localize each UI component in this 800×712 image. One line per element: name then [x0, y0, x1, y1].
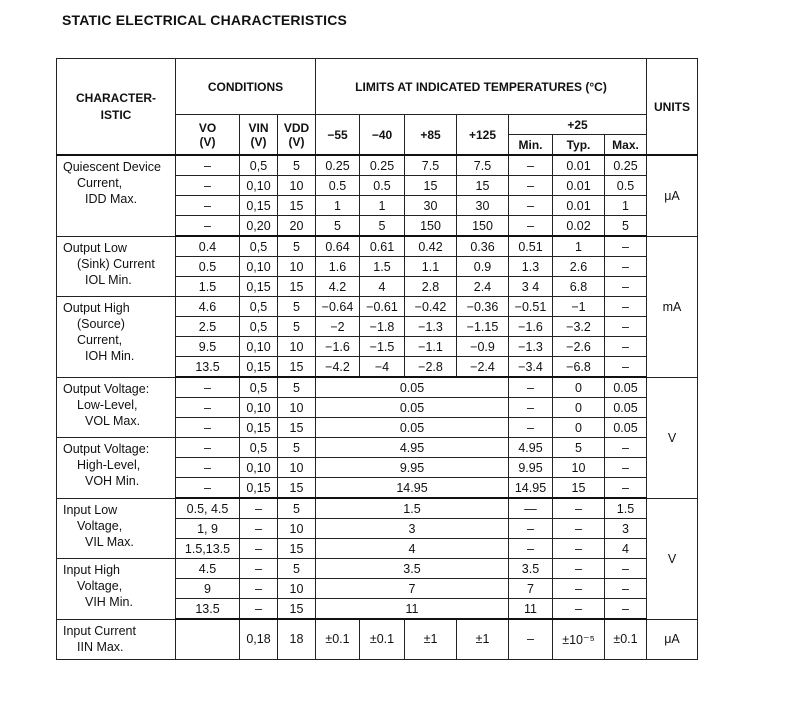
table-cell: 1.3 — [509, 257, 553, 277]
table-cell: – — [605, 337, 647, 357]
table-cell: – — [509, 398, 553, 418]
table-cell: −0.64 — [316, 297, 360, 317]
table-cell: 0,5 — [240, 155, 278, 176]
table-cell: 0 — [553, 398, 605, 418]
table-cell: – — [509, 619, 553, 659]
table-cell: 4.95 — [509, 438, 553, 458]
table-cell: 18 — [278, 619, 316, 659]
table-cell: 5 — [278, 377, 316, 398]
table-cell: 0.5, 4.5 — [176, 498, 240, 519]
table-cell: – — [240, 498, 278, 519]
table-cell: – — [176, 377, 240, 398]
table-cell: – — [509, 155, 553, 176]
table-cell: 13.5 — [176, 357, 240, 378]
table-cell: −1 — [553, 297, 605, 317]
table-cell: – — [605, 277, 647, 297]
header-temp-125: +125 — [457, 115, 509, 156]
table-cell: −1.6 — [316, 337, 360, 357]
table-cell — [176, 619, 240, 659]
table-cell: – — [605, 559, 647, 579]
table-cell: 14.95 — [316, 478, 509, 499]
table-cell: 5 — [278, 438, 316, 458]
table-cell: 4.5 — [176, 559, 240, 579]
table-cell: – — [176, 216, 240, 237]
table-cell: −4 — [360, 357, 405, 378]
table-cell: 0.01 — [553, 176, 605, 196]
table-cell: −2.6 — [553, 337, 605, 357]
table-cell: 5 — [605, 216, 647, 237]
table-cell: 10 — [278, 519, 316, 539]
table-cell: – — [176, 438, 240, 458]
table-cell: – — [176, 458, 240, 478]
table-cell: 4 — [605, 539, 647, 559]
table-cell: – — [553, 498, 605, 519]
table-cell: 1.5,13.5 — [176, 539, 240, 559]
table-cell: 4 — [360, 277, 405, 297]
table-cell: 4.2 — [316, 277, 360, 297]
table-cell: 0 — [553, 377, 605, 398]
table-row — [57, 498, 698, 519]
table-cell: 0.4 — [176, 236, 240, 257]
table-cell: 15 — [278, 418, 316, 438]
table-cell: 5 — [316, 216, 360, 237]
table-cell: 2.5 — [176, 317, 240, 337]
table-row — [57, 377, 698, 398]
unit-vol-voh: V — [647, 377, 698, 498]
table-cell: – — [605, 458, 647, 478]
table-cell: 5 — [278, 155, 316, 176]
header-temp-25: +25 — [509, 115, 647, 135]
table-cell: 9.95 — [316, 458, 509, 478]
table-cell: 0.42 — [405, 236, 457, 257]
table-cell: – — [509, 196, 553, 216]
table-cell: – — [509, 216, 553, 237]
table-cell: 4.6 — [176, 297, 240, 317]
table-cell: 0,20 — [240, 216, 278, 237]
table-cell: −4.2 — [316, 357, 360, 378]
table-cell: – — [176, 398, 240, 418]
table-cell: 0.05 — [605, 418, 647, 438]
table-cell: 0.25 — [316, 155, 360, 176]
table-cell: −0.61 — [360, 297, 405, 317]
table-cell: −1.5 — [360, 337, 405, 357]
table-cell: 1.6 — [316, 257, 360, 277]
table-cell: 5 — [360, 216, 405, 237]
table-cell: 15 — [278, 478, 316, 499]
table-cell: 1 — [316, 196, 360, 216]
table-cell: – — [553, 579, 605, 599]
page-title: STATIC ELECTRICAL CHARACTERISTICS — [62, 12, 348, 28]
table-cell: 15 — [278, 277, 316, 297]
table-cell: −0.51 — [509, 297, 553, 317]
table-cell: −1.8 — [360, 317, 405, 337]
header-typ: Typ. — [553, 135, 605, 156]
table-cell: – — [240, 519, 278, 539]
table-cell: 3.5 — [509, 559, 553, 579]
table-cell: 5 — [553, 438, 605, 458]
table-cell: 1.1 — [405, 257, 457, 277]
table-cell: −3.4 — [509, 357, 553, 378]
table-cell: −1.15 — [457, 317, 509, 337]
table-cell: 0,10 — [240, 176, 278, 196]
table-cell: 0.25 — [360, 155, 405, 176]
table-cell: 3 4 — [509, 277, 553, 297]
table-cell: – — [240, 559, 278, 579]
table-cell: – — [605, 579, 647, 599]
table-cell: 4.95 — [316, 438, 509, 458]
table-cell: 2.4 — [457, 277, 509, 297]
table-cell: 9.95 — [509, 458, 553, 478]
table-cell: – — [605, 257, 647, 277]
table-cell: 0.01 — [553, 155, 605, 176]
table-cell: ±10⁻⁵ — [553, 619, 605, 659]
table-cell: 0,5 — [240, 297, 278, 317]
table-cell: 3 — [605, 519, 647, 539]
table-cell: −0.36 — [457, 297, 509, 317]
table-cell: 0,5 — [240, 317, 278, 337]
table-cell: – — [553, 599, 605, 620]
table-cell: 1.5 — [605, 498, 647, 519]
row-label-vih: Input High Voltage, VIH Min. — [57, 559, 176, 620]
table-cell: 0,15 — [240, 418, 278, 438]
table-cell: 5 — [278, 317, 316, 337]
table-cell: – — [509, 519, 553, 539]
table-cell: 30 — [405, 196, 457, 216]
table-cell: – — [509, 176, 553, 196]
table-cell: 0,5 — [240, 236, 278, 257]
table-cell: 0.9 — [457, 257, 509, 277]
table-cell: −2 — [316, 317, 360, 337]
table-cell: – — [176, 418, 240, 438]
header-temp-m40: −40 — [360, 115, 405, 156]
table-row — [57, 438, 698, 458]
header-min: Min. — [509, 135, 553, 156]
table-cell: ±0.1 — [360, 619, 405, 659]
table-cell: 7.5 — [457, 155, 509, 176]
table-cell: 0.61 — [360, 236, 405, 257]
table-cell: – — [509, 539, 553, 559]
table-cell: 20 — [278, 216, 316, 237]
table-cell: 0.05 — [316, 377, 509, 398]
table-cell: – — [605, 357, 647, 378]
table-cell: 13.5 — [176, 599, 240, 620]
table-cell: ±1 — [405, 619, 457, 659]
table-cell: 7.5 — [405, 155, 457, 176]
table-cell: – — [553, 559, 605, 579]
header-conditions: CONDITIONS — [176, 59, 316, 115]
table-cell: – — [176, 176, 240, 196]
header-units: UNITS — [647, 59, 698, 156]
table-cell: 150 — [457, 216, 509, 237]
table-cell: 1, 9 — [176, 519, 240, 539]
table-cell: – — [240, 539, 278, 559]
table-cell: 10 — [278, 337, 316, 357]
table-cell: 5 — [278, 498, 316, 519]
table-cell: 1.5 — [316, 498, 509, 519]
table-cell: – — [176, 478, 240, 499]
table-cell: 2.8 — [405, 277, 457, 297]
table-cell: 10 — [278, 176, 316, 196]
table-cell: 1 — [605, 196, 647, 216]
table-cell: – — [509, 418, 553, 438]
table-cell: 0.51 — [509, 236, 553, 257]
table-cell: 0.05 — [605, 377, 647, 398]
header-characteristic: CHARACTER- ISTIC — [57, 59, 176, 156]
table-cell: 0,10 — [240, 257, 278, 277]
table-cell: 150 — [405, 216, 457, 237]
table-cell: −3.2 — [553, 317, 605, 337]
table-cell: −0.42 — [405, 297, 457, 317]
unit-iol-ioh: mA — [647, 236, 698, 377]
table-cell: 0.5 — [176, 257, 240, 277]
table-cell: −2.4 — [457, 357, 509, 378]
table-cell: 1 — [360, 196, 405, 216]
table-cell: 10 — [278, 458, 316, 478]
table-cell: – — [605, 599, 647, 620]
table-cell: 5 — [278, 297, 316, 317]
row-label-vil: Input Low Voltage, VIL Max. — [57, 498, 176, 559]
table-row — [57, 236, 698, 257]
table-cell: – — [605, 236, 647, 257]
table-cell: – — [509, 377, 553, 398]
table-cell: – — [605, 317, 647, 337]
table-cell: 5 — [278, 559, 316, 579]
table-cell: 0,15 — [240, 196, 278, 216]
table-cell: 0,18 — [240, 619, 278, 659]
table-cell: 4 — [316, 539, 509, 559]
table-cell: 0.64 — [316, 236, 360, 257]
table-row — [57, 619, 698, 659]
table-cell: −1.3 — [405, 317, 457, 337]
table-cell: 10 — [278, 579, 316, 599]
table-cell: 9.5 — [176, 337, 240, 357]
table-cell: 15 — [405, 176, 457, 196]
header-temp-85: +85 — [405, 115, 457, 156]
row-label-ioh: Output High (Source) Current, IOH Min. — [57, 297, 176, 378]
table-cell: 0,5 — [240, 438, 278, 458]
table-cell: 7 — [509, 579, 553, 599]
table-cell: 1.5 — [360, 257, 405, 277]
table-cell: −0.9 — [457, 337, 509, 357]
table-cell: 0,10 — [240, 458, 278, 478]
table-cell: 0,15 — [240, 357, 278, 378]
row-label-vol: Output Voltage: Low-Level, VOL Max. — [57, 377, 176, 438]
table-cell: – — [240, 579, 278, 599]
table-cell: 6.8 — [553, 277, 605, 297]
table-cell: 3.5 — [316, 559, 509, 579]
table-row — [57, 155, 698, 176]
table-row — [57, 559, 698, 579]
row-label-iol: Output Low (Sink) Current IOL Min. — [57, 236, 176, 297]
table-cell: 3 — [316, 519, 509, 539]
table-cell: 0.02 — [553, 216, 605, 237]
table-cell: 0,10 — [240, 337, 278, 357]
row-label-voh: Output Voltage: High-Level, VOH Min. — [57, 438, 176, 499]
table-cell: — — [509, 498, 553, 519]
header-max: Max. — [605, 135, 647, 156]
table-cell: 0,10 — [240, 398, 278, 418]
header-vo: VO (V) — [176, 115, 240, 156]
table-cell: – — [176, 155, 240, 176]
table-cell: 0.5 — [360, 176, 405, 196]
unit-iin: μA — [647, 619, 698, 659]
table-cell: – — [605, 438, 647, 458]
table-cell: −2.8 — [405, 357, 457, 378]
table-cell: – — [605, 297, 647, 317]
table-cell: 15 — [553, 478, 605, 499]
header-vdd: VDD (V) — [278, 115, 316, 156]
table-cell: 15 — [278, 539, 316, 559]
table-cell: 5 — [278, 236, 316, 257]
table-cell: 0,15 — [240, 277, 278, 297]
characteristics-table — [56, 58, 698, 660]
table-cell: 11 — [509, 599, 553, 620]
table-cell: ±0.1 — [605, 619, 647, 659]
table-cell: 15 — [278, 196, 316, 216]
table-cell: ±0.1 — [316, 619, 360, 659]
header-vin: VIN (V) — [240, 115, 278, 156]
table-cell: −6.8 — [553, 357, 605, 378]
table-cell: 0,15 — [240, 478, 278, 499]
table-cell: 0.05 — [316, 418, 509, 438]
unit-vil-vih: V — [647, 498, 698, 619]
table-cell: – — [176, 196, 240, 216]
table-cell: 30 — [457, 196, 509, 216]
table-row — [57, 297, 698, 317]
table-cell: 0.5 — [605, 176, 647, 196]
table-cell: – — [553, 539, 605, 559]
table-cell: 15 — [457, 176, 509, 196]
table-cell: 2.6 — [553, 257, 605, 277]
table-cell: 14.95 — [509, 478, 553, 499]
table-cell: 0.01 — [553, 196, 605, 216]
table-cell: – — [240, 599, 278, 620]
table-cell: −1.1 — [405, 337, 457, 357]
table-cell: −1.3 — [509, 337, 553, 357]
table-cell: 0.05 — [316, 398, 509, 418]
table-cell: 10 — [278, 398, 316, 418]
table-cell: 0.36 — [457, 236, 509, 257]
table-cell: 15 — [278, 599, 316, 620]
table-cell: 1 — [553, 236, 605, 257]
table-cell: 11 — [316, 599, 509, 620]
table-cell: 0.5 — [316, 176, 360, 196]
table-cell: 0.05 — [605, 398, 647, 418]
table-cell: – — [553, 519, 605, 539]
table-cell: 0,5 — [240, 377, 278, 398]
row-label-iin: Input Current IIN Max. — [57, 619, 176, 659]
row-label-idd: Quiescent Device Current, IDD Max. — [57, 155, 176, 236]
table-cell: −1.6 — [509, 317, 553, 337]
table-cell: – — [605, 478, 647, 499]
table-cell: 0 — [553, 418, 605, 438]
table-cell: 9 — [176, 579, 240, 599]
table-cell: ±1 — [457, 619, 509, 659]
table-cell: 1.5 — [176, 277, 240, 297]
header-temp-m55: −55 — [316, 115, 360, 156]
table-cell: 0.25 — [605, 155, 647, 176]
unit-idd: μA — [647, 155, 698, 236]
header-limits: LIMITS AT INDICATED TEMPERATURES (°C) — [316, 59, 647, 115]
table-cell: 10 — [278, 257, 316, 277]
table-cell: 10 — [553, 458, 605, 478]
table-cell: 7 — [316, 579, 509, 599]
table-cell: 15 — [278, 357, 316, 378]
